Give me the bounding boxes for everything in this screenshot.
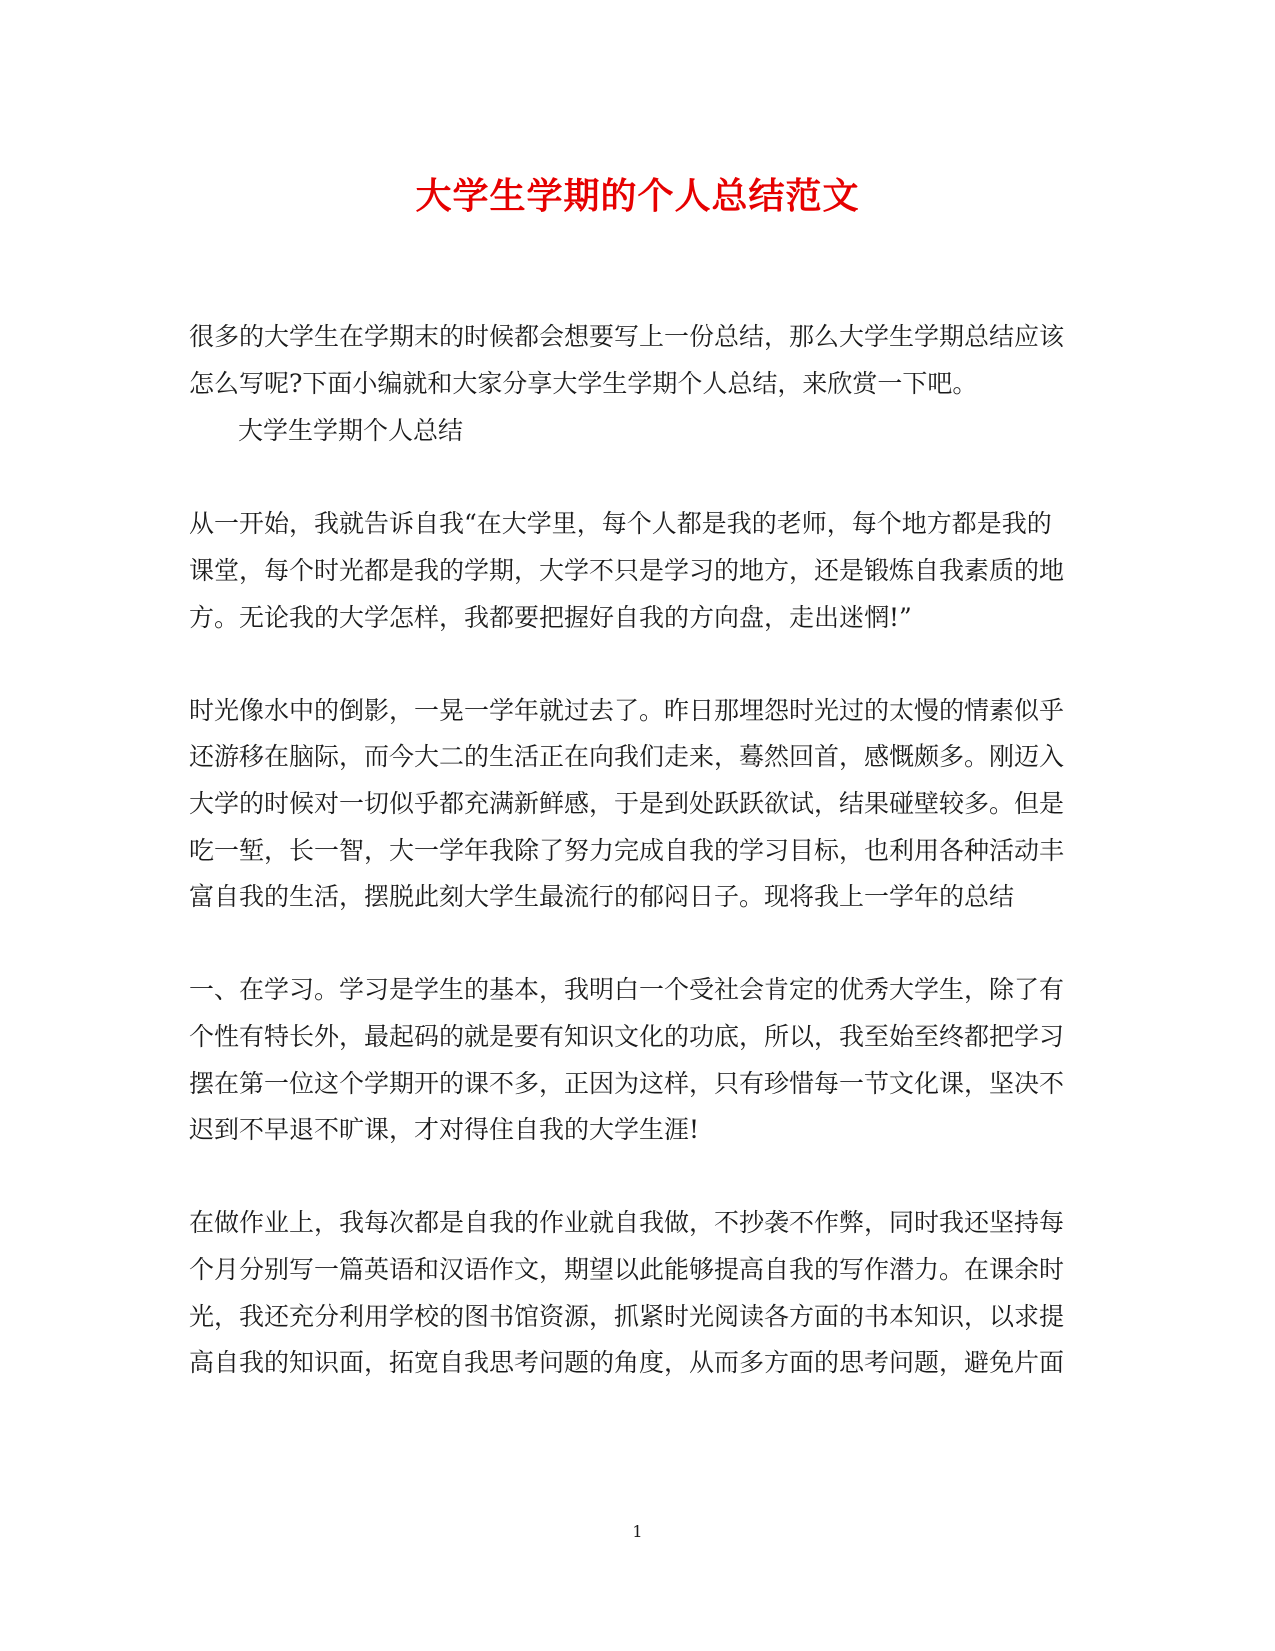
para1-line-1: 从一开始，我就告诉自我“在大学里，每个人都是我的老师，每个地方都是我的 bbox=[189, 509, 1052, 538]
para3-line-1: 一、在学习。学习是学生的基本，我明白一个受社会肯定的优秀大学生，除了有 bbox=[189, 975, 1065, 1004]
para2-line-3: 大学的时候对一切似乎都充满新鲜感，于是到处跃跃欲试，结果碰壁较多。但是 bbox=[189, 789, 1065, 818]
para2-line-2: 还游移在脑际，而今大二的生活正在向我们走来，蓦然回首，感慨颇多。刚迈入 bbox=[189, 742, 1065, 771]
para4-line-1: 在做作业上，我每次都是自我的作业就自我做，不抄袭不作弊，同时我还坚持每 bbox=[189, 1208, 1065, 1237]
para3-line-2: 个性有特长外，最起码的就是要有知识文化的功底，所以，我至始至终都把学习 bbox=[189, 1022, 1065, 1051]
para2-line-5: 富自我的生活，摆脱此刻大学生最流行的郁闷日子。现将我上一学年的总结 bbox=[189, 882, 1015, 911]
para1-line-2: 课堂，每个时光都是我的学期，大学不只是学习的地方，还是锻炼自我素质的地 bbox=[189, 556, 1065, 585]
para4-line-4: 高自我的知识面，拓宽自我思考问题的角度，从而多方面的思考问题，避免片面 bbox=[189, 1348, 1065, 1377]
para1-line-3: 方。无论我的大学怎样，我都要把握好自我的方向盘，走出迷惘!” bbox=[189, 603, 912, 632]
subheading: 大学生学期个人总结 bbox=[238, 416, 464, 445]
intro-line-2: 怎么写呢?下面小编就和大家分享大学生学期个人总结，来欣赏一下吧。 bbox=[189, 369, 978, 398]
para2-line-4: 吃一堑，长一智，大一学年我除了努力完成自我的学习目标，也利用各种活动丰 bbox=[189, 836, 1065, 865]
para4-line-2: 个月分别写一篇英语和汉语作文，期望以此能够提高自我的写作潜力。在课余时 bbox=[189, 1255, 1065, 1284]
page-number: 1 bbox=[632, 1522, 643, 1541]
para3-line-3: 摆在第一位这个学期开的课不多，正因为这样，只有珍惜每一节文化课，坚决不 bbox=[189, 1069, 1065, 1098]
para2-line-1: 时光像水中的倒影，一晃一学年就过去了。昨日那埋怨时光过的太慢的情素似乎 bbox=[189, 696, 1065, 725]
document-title: 大学生学期的个人总结范文 bbox=[415, 175, 860, 217]
para4-line-3: 光，我还充分利用学校的图书馆资源，抓紧时光阅读各方面的书本知识，以求提 bbox=[189, 1302, 1065, 1331]
intro-line-1: 很多的大学生在学期末的时候都会想要写上一份总结，那么大学生学期总结应该 bbox=[189, 322, 1065, 351]
para3-line-4: 迟到不早退不旷课，才对得住自我的大学生涯! bbox=[189, 1115, 700, 1144]
